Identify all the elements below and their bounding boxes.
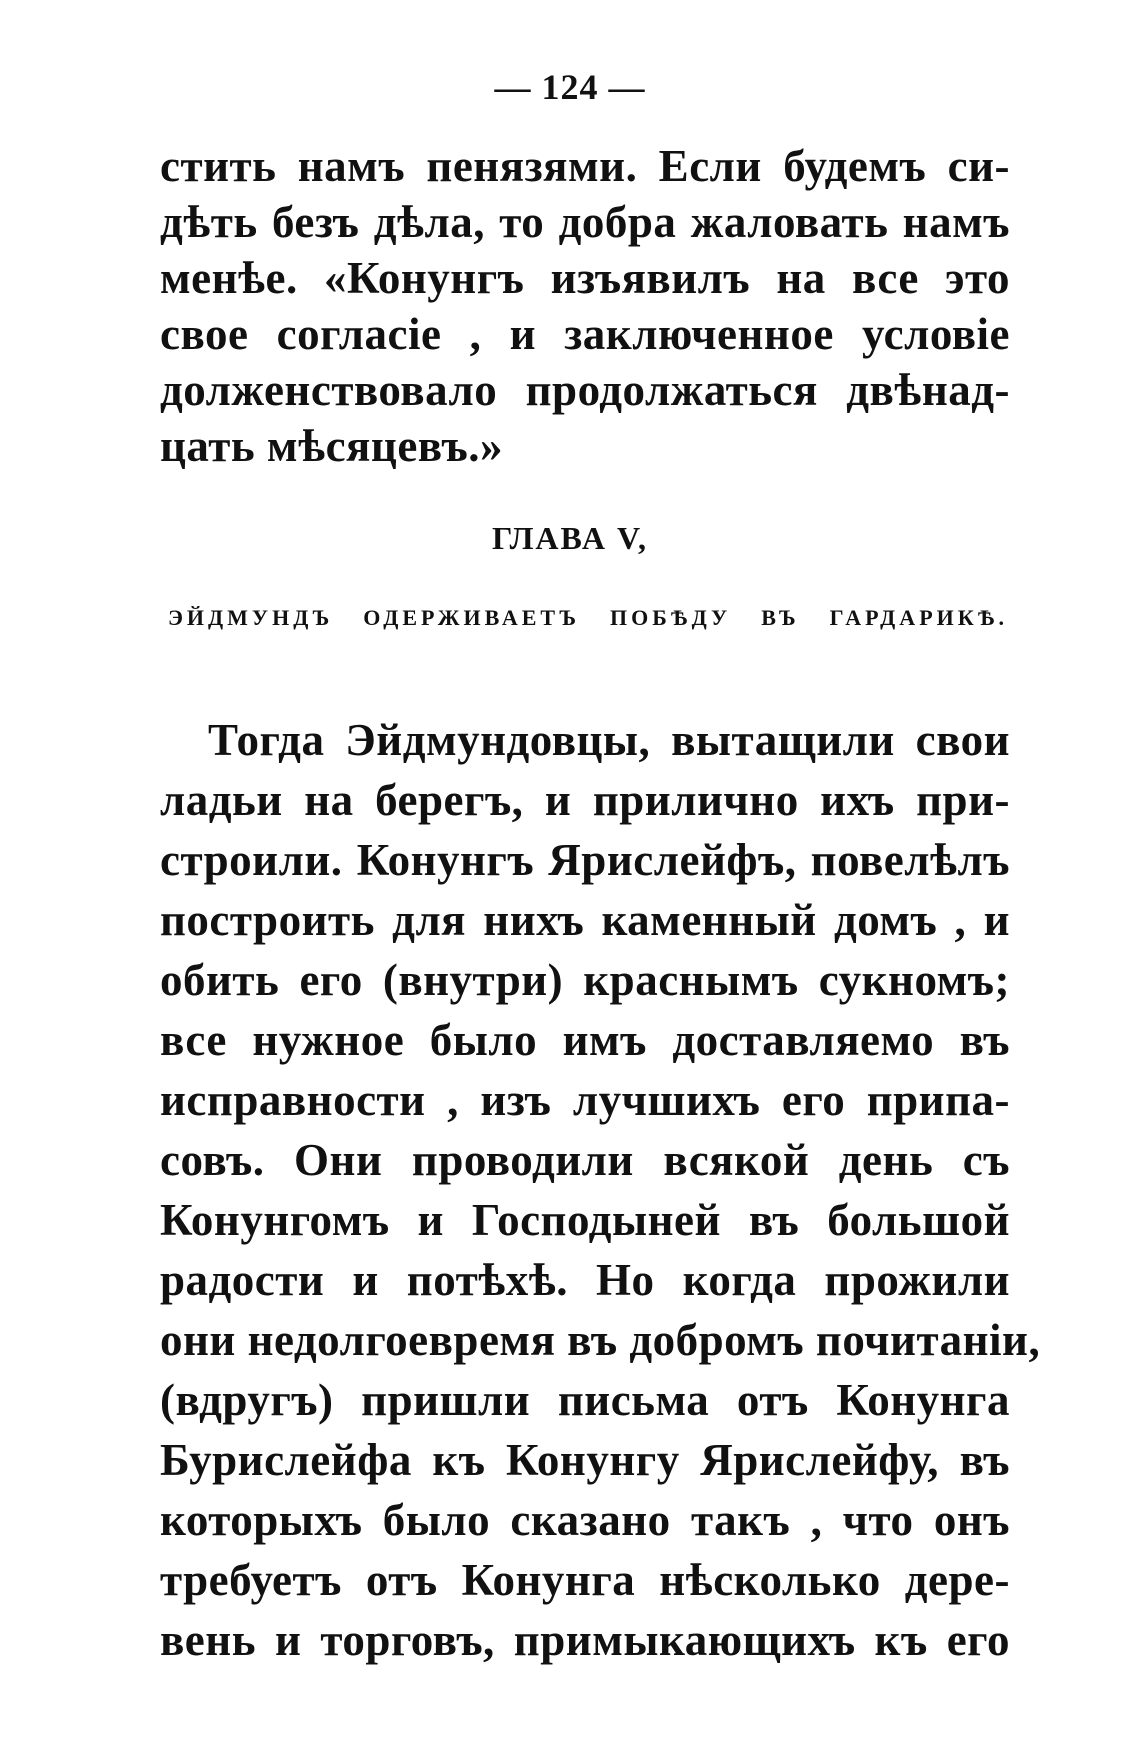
text-line: совъ. Они проводили всякой день съ [160, 1135, 1010, 1185]
text-line: вень и торговъ, примыкающихъ къ его [160, 1615, 1010, 1665]
text-line: все нужное было имъ доставляемо въ [160, 1015, 1010, 1065]
text-line: требуетъ отъ Конунга нѣсколько дере- [160, 1555, 1010, 1605]
text-line: Конунгомъ и Господыней въ большой [160, 1195, 1010, 1245]
text-line: радости и потѣхѣ. Но когда прожили [160, 1255, 1010, 1305]
text-line: которыхъ было сказано такъ , что онъ [160, 1495, 1010, 1545]
text-line: цать мѣсяцевъ.» [160, 421, 503, 471]
chapter-subtitle: ЭЙДМУНДЪ ОДЕРЖИВАЕТЪ ПОБѢДУ ВЪ ГАРДАРИКѢ. [168, 605, 1008, 630]
text-line: менѣе. «Конунгъ изъявилъ на все это [160, 253, 1010, 303]
text-line: построить для нихъ каменный домъ , и [160, 895, 1010, 945]
text-line: обить его (внутри) краснымъ сукномъ; [160, 955, 1010, 1005]
text-line: (вдругъ) пришли письма отъ Конунга [160, 1375, 1010, 1425]
page-number: — 124 — [494, 67, 646, 107]
text-line: стить намъ пенязями. Если будемъ си- [160, 141, 1010, 191]
text-line: Бурислейфа къ Конунгу Ярислейфу, въ [160, 1435, 1010, 1485]
text-line: свое согласіе , и заключенное условіе [160, 309, 1010, 359]
text-line: долженствовало продолжаться двѣнад- [160, 365, 1010, 415]
text-line: Тогда Эйдмундовцы, вытащили свои [208, 715, 1010, 765]
text-line: дѣть безъ дѣла, то добра жаловать намъ [160, 197, 1010, 247]
chapter-heading: ГЛАВА V, [492, 520, 648, 556]
text-line: строили. Конунгъ Ярислейфъ, повелѣлъ [160, 835, 1010, 885]
text-line: исправности , изъ лучшихъ его припа- [160, 1075, 1010, 1125]
text-line: ладьи на берегъ, и прилично ихъ при- [160, 775, 1010, 825]
text-line: они недолгоевремя въ добромъ почитаніи, [160, 1315, 1041, 1365]
